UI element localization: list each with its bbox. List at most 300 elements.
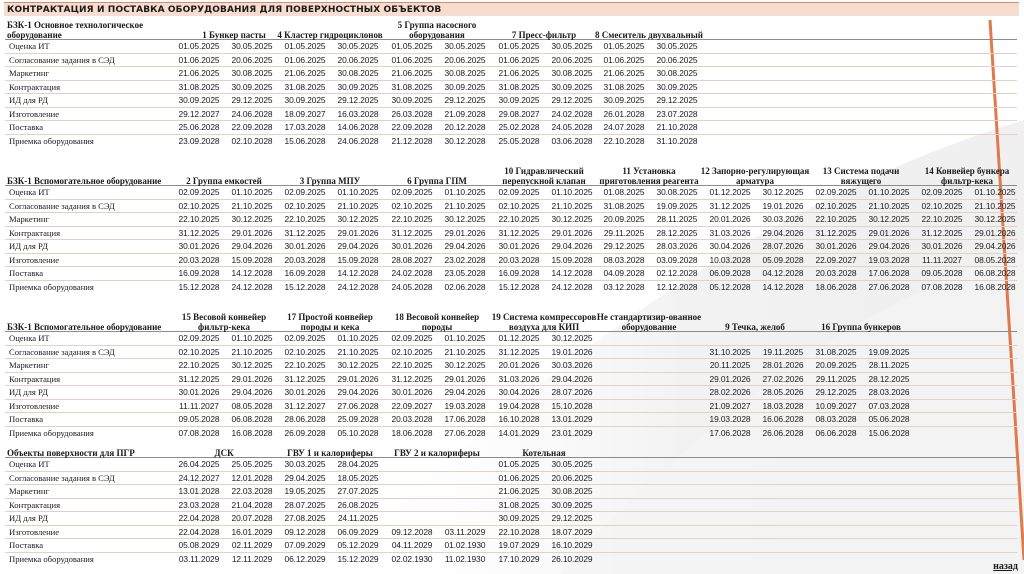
end-date-cell: 19.09.2025 [656,200,698,211]
end-date-cell: 24.12.2028 [337,281,379,292]
start-date-cell: 28.06.2028 [284,414,326,424]
start-date-cell: 01.05.2025 [391,41,433,51]
end-date-cell: 08.05.2028 [231,400,273,411]
start-date-cell: 30.01.2026 [391,241,433,251]
end-date-cell: 27.06.2028 [868,281,910,292]
end-date-cell: 30.09.2025 [656,81,698,92]
end-date-cell: 02.10.2028 [231,135,273,146]
row-label: Приемка оборудования [9,135,94,146]
end-date-cell: 21.10.2025 [551,200,593,211]
end-date-cell: 29.01.2026 [231,227,273,238]
row-label: Маркетинг [9,68,50,78]
start-date-cell: 20.09.2025 [603,214,645,224]
start-date-cell: 31.12.2025 [391,227,433,238]
start-date-cell: 19.07.2029 [498,540,540,550]
start-date-cell: 20.01.2026 [709,214,751,224]
start-date-cell: 18.06.2028 [391,427,433,438]
end-date-cell: 26.08.2025 [337,499,379,510]
end-date-cell: 29.01.2026 [337,373,379,384]
start-date-cell: 02.09.2025 [391,333,433,343]
start-date-cell: 20.11.2025 [709,360,751,370]
end-date-cell: 03.06.2028 [551,135,593,146]
start-date-cell: 28.02.2026 [709,387,751,397]
end-date-cell: 21.10.2025 [231,346,273,357]
end-date-cell: 26.06.2028 [762,427,804,438]
start-date-cell: 31.08.2025 [178,81,220,92]
end-date-cell: 25.05.2025 [231,459,273,469]
end-date-cell: 29.04.2026 [551,241,593,251]
start-date-cell: 31.12.2025 [178,373,220,384]
start-date-cell: 09.12.2028 [391,526,433,537]
start-date-cell: 22.04.2028 [178,526,220,537]
start-date-cell: 07.09.2029 [284,540,326,550]
end-date-cell: 30.12.2025 [551,333,593,343]
row-label: Изготовление [9,400,60,411]
row-label: Контрактация [9,81,61,92]
end-date-cell: 30.12.2025 [974,214,1016,224]
row-label: Оценка ИТ [9,459,50,469]
end-date-cell: 30.12.2028 [444,135,486,146]
group-header: 6 Группа ГПМ [407,176,467,186]
end-date-cell: 28.04.2025 [337,459,379,469]
table-row [5,373,1017,387]
start-date-cell: 02.09.2025 [284,187,326,197]
start-date-cell: 26.09.2028 [284,427,326,438]
table-row [5,200,1017,214]
end-date-cell: 27.06.2028 [444,427,486,438]
end-date-cell: 29.12.2025 [551,513,593,523]
start-date-cell: 22.10.2025 [921,214,963,224]
row-label: Поставка [9,414,44,424]
start-date-cell: 02.10.2025 [498,200,540,211]
table-row [5,67,1017,81]
end-date-cell: 14.12.2028 [231,268,273,278]
start-date-cell: 25.02.2028 [498,122,540,132]
end-date-cell: 15.06.2028 [868,427,910,438]
end-date-cell: 16.08.2028 [231,427,273,438]
start-date-cell: 30.01.2026 [178,387,220,397]
end-date-cell: 28.11.2025 [868,360,910,370]
start-date-cell: 24.02.2028 [391,268,433,278]
end-date-cell: 12.12.2028 [656,281,698,292]
start-date-cell: 04.11.2029 [391,540,433,550]
end-date-cell: 30.05.2025 [656,41,698,51]
schedule-section-4 [5,441,1017,566]
table-row [5,108,1017,122]
row-label: Маркетинг [9,486,50,496]
end-date-cell: 29.12.2025 [656,95,698,105]
end-date-cell: 23.05.2028 [444,268,486,278]
start-date-cell: 22.09.2027 [815,254,857,265]
end-date-cell: 01.10.2025 [337,187,379,197]
start-date-cell: 02.10.2025 [284,346,326,357]
start-date-cell: 02.10.2025 [391,346,433,357]
end-date-cell: 29.04.2026 [974,241,1016,251]
section-label: БЗК-1 Основное технологическое оборудование [7,20,144,40]
end-date-cell: 22.09.2028 [231,122,273,132]
start-date-cell: 01.06.2025 [498,472,540,483]
end-date-cell: 21.10.2025 [231,200,273,211]
end-date-cell: 28.07.2026 [551,387,593,397]
table-row [5,81,1017,95]
start-date-cell: 23.09.2028 [178,135,220,146]
start-date-cell: 15.12.2028 [284,281,326,292]
start-date-cell: 31.03.2026 [709,227,751,238]
end-date-cell: 30.05.2025 [551,41,593,51]
section-label: БЗК-1 Вспомогательное оборудование [7,322,162,332]
start-date-cell: 30.01.2026 [391,387,433,397]
start-date-cell: 21.06.2025 [498,68,540,78]
start-date-cell: 22.10.2025 [284,214,326,224]
row-label: Контрактация [9,373,61,384]
start-date-cell: 19.03.2028 [709,414,751,424]
table-row [5,40,1017,54]
schedule-section-2 [5,152,1017,294]
group-header: 17 Простой конвейер породы и кека [287,312,373,332]
end-date-cell: 30.08.2025 [656,187,698,197]
row-label: Приемка оборудования [9,427,94,438]
end-date-cell: 30.05.2025 [231,41,273,51]
end-date-cell: 05.10.2028 [337,427,379,438]
end-date-cell: 30.08.2025 [551,68,593,78]
end-date-cell: 19.01.2026 [762,200,804,211]
end-date-cell: 30.09.2025 [551,499,593,510]
start-date-cell: 28.08.2027 [391,254,433,265]
end-date-cell: 24.06.2028 [231,108,273,119]
end-date-cell: 30.05.2025 [337,41,379,51]
row-label: Согласование задания в СЭД [9,472,115,483]
table-row [5,413,1017,427]
start-date-cell: 29.04.2025 [284,472,326,483]
start-date-cell: 02.09.2025 [498,187,540,197]
start-date-cell: 01.05.2025 [498,41,540,51]
start-date-cell: 26.04.2025 [178,459,220,469]
row-label: Поставка [9,268,44,278]
start-date-cell: 20.01.2026 [498,360,540,370]
start-date-cell: 02.09.2025 [391,187,433,197]
start-date-cell: 07.08.2028 [921,281,963,292]
start-date-cell: 30.01.2026 [284,241,326,251]
start-date-cell: 31.08.2025 [391,81,433,92]
start-date-cell: 31.08.2025 [284,81,326,92]
start-date-cell: 30.09.2025 [391,95,433,105]
end-date-cell: 29.01.2026 [551,227,593,238]
start-date-cell: 29.11.2025 [815,373,857,384]
start-date-cell: 30.09.2025 [178,95,220,105]
group-header: 16 Группа бункеров [821,322,901,332]
end-date-cell: 03.09.2028 [656,254,698,265]
end-date-cell: 16.10.2029 [551,540,593,550]
row-label: Приемка оборудования [9,281,94,292]
start-date-cell: 22.10.2025 [391,214,433,224]
start-date-cell: 21.06.2025 [603,68,645,78]
section-header [5,297,1017,332]
row-label: Изготовление [9,108,60,119]
table-row [5,472,1017,486]
end-date-cell: 14.12.2028 [551,268,593,278]
end-date-cell: 13.01.2029 [551,414,593,424]
end-date-cell: 30.08.2025 [444,68,486,78]
start-date-cell: 31.03.2026 [498,373,540,384]
start-date-cell: 20.09.2025 [815,360,857,370]
end-date-cell: 14.12.2028 [762,281,804,292]
end-date-cell: 29.01.2026 [974,227,1016,238]
end-date-cell: 29.01.2026 [337,227,379,238]
end-date-cell: 14.06.2028 [337,122,379,132]
end-date-cell: 12.01.2028 [231,472,273,483]
start-date-cell: 07.08.2028 [178,427,220,438]
end-date-cell: 28.01.2026 [762,360,804,370]
end-date-cell: 25.09.2028 [337,414,379,424]
group-header: 11 Установка приготовления реагента [599,166,699,186]
end-date-cell: 30.12.2025 [551,214,593,224]
start-date-cell: 30.04.2026 [498,387,540,397]
end-date-cell: 06.09.2029 [337,526,379,537]
start-date-cell: 22.10.2025 [815,214,857,224]
end-date-cell: 30.03.2026 [762,214,804,224]
start-date-cell: 30.01.2026 [284,387,326,397]
end-date-cell: 30.08.2025 [231,68,273,78]
table-row [5,240,1017,254]
end-date-cell: 30.12.2025 [444,214,486,224]
end-date-cell: 15.09.2028 [337,254,379,265]
end-date-cell: 30.03.2026 [551,360,593,370]
group-header: ГВУ 2 и калориферы [394,448,480,458]
row-label: Маркетинг [9,214,50,224]
end-date-cell: 30.08.2025 [551,486,593,496]
start-date-cell: 21.06.2025 [284,68,326,78]
start-date-cell: 26.01.2028 [603,108,645,119]
table-row [5,267,1017,281]
table-row [5,386,1017,400]
start-date-cell: 15.12.2028 [498,281,540,292]
start-date-cell: 02.09.2025 [178,333,220,343]
end-date-cell: 29.04.2026 [444,241,486,251]
start-date-cell: 21.09.2027 [709,400,751,411]
group-header: Котельная [522,448,566,458]
row-label: ИД для РД [9,241,48,251]
end-date-cell: 20.06.2025 [656,54,698,65]
row-label: ИД для РД [9,95,48,105]
start-date-cell: 01.06.2025 [284,54,326,65]
table-row [5,254,1017,268]
start-date-cell: 30.01.2026 [178,241,220,251]
end-date-cell: 05.12.2029 [337,540,379,550]
end-date-cell: 28.12.2025 [868,373,910,384]
end-date-cell: 12.11.2029 [231,553,273,564]
start-date-cell: 31.08.2025 [603,81,645,92]
end-date-cell: 24.02.2028 [551,108,593,119]
end-date-cell: 15.09.2028 [551,254,593,265]
end-date-cell: 02.11.2029 [231,540,273,550]
start-date-cell: 22.10.2025 [498,214,540,224]
page-title: КОНТРАКТАЦИЯ И ПОСТАВКА ОБОРУДОВАНИЯ ДЛЯ ПОВЕРХНОСТНЫХ ОБЪЕКТОВ [4,2,1019,16]
end-date-cell: 16.01.2029 [231,526,273,537]
group-header: 7 Пресс-фильтр [511,30,577,40]
end-date-cell: 06.08.2028 [231,414,273,424]
table-row [5,213,1017,227]
end-date-cell: 27.07.2025 [337,486,379,496]
end-date-cell: 29.04.2026 [337,241,379,251]
group-header: 19 Система компрессоров воздуха для КИП [491,312,597,332]
end-date-cell: 28.11.2025 [656,214,698,224]
row-label: Оценка ИТ [9,333,50,343]
start-date-cell: 01.06.2025 [391,54,433,65]
end-date-cell: 29.01.2026 [231,373,273,384]
end-date-cell: 15.12.2029 [337,553,379,564]
end-date-cell: 30.09.2025 [231,81,273,92]
start-date-cell: 22.10.2025 [178,214,220,224]
end-date-cell: 28.05.2026 [762,387,804,397]
end-date-cell: 20.06.2025 [231,54,273,65]
end-date-cell: 30.12.2025 [337,360,379,370]
start-date-cell: 02.09.2025 [921,187,963,197]
start-date-cell: 06.06.2028 [815,427,857,438]
start-date-cell: 15.12.2028 [178,281,220,292]
end-date-cell: 05.06.2028 [868,414,910,424]
end-date-cell: 29.04.2026 [231,387,273,397]
end-date-cell: 02.12.2028 [656,268,698,278]
start-date-cell: 31.08.2025 [498,499,540,510]
table-row [5,54,1017,68]
end-date-cell: 21.09.2028 [444,108,486,119]
start-date-cell: 31.12.2025 [284,373,326,384]
table-row [5,553,1017,567]
group-header: 12 Запорно-регулирующая арматура [700,166,810,186]
group-header: 8 Смеситель двухвальный [595,30,703,40]
start-date-cell: 19.04.2028 [498,400,540,411]
end-date-cell: 17.06.2028 [868,268,910,278]
end-date-cell: 19.11.2025 [762,346,804,357]
start-date-cell: 06.09.2028 [709,268,751,278]
section-label: Объекты поверхности для ПГР [7,448,135,458]
start-date-cell: 17.03.2028 [284,122,326,132]
end-date-cell: 29.01.2026 [444,373,486,384]
end-date-cell: 28.03.2026 [868,387,910,397]
table-row [5,499,1017,513]
end-date-cell: 20.06.2025 [551,54,593,65]
end-date-cell: 21.10.2025 [444,346,486,357]
start-date-cell: 20.03.2028 [498,254,540,265]
end-date-cell: 29.04.2026 [444,387,486,397]
schedule-section-3 [5,297,1017,440]
end-date-cell: 21.10.2025 [337,200,379,211]
start-date-cell: 30.01.2026 [921,241,963,251]
start-date-cell: 31.08.2025 [815,346,857,357]
end-date-cell: 30.09.2025 [337,81,379,92]
start-date-cell: 02.10.2025 [391,200,433,211]
end-date-cell: 21.10.2025 [974,200,1016,211]
start-date-cell: 31.12.2025 [709,200,751,211]
end-date-cell: 22.03.2028 [231,486,273,496]
section-header [5,441,1017,458]
end-date-cell: 18.03.2028 [762,400,804,411]
end-date-cell: 21.10.2025 [337,346,379,357]
row-label: Приемка оборудования [9,553,94,564]
end-date-cell: 05.09.2028 [762,254,804,265]
end-date-cell: 27.06.2028 [337,400,379,411]
start-date-cell: 02.09.2025 [815,187,857,197]
end-date-cell: 30.12.2025 [762,187,804,197]
start-date-cell: 01.06.2025 [498,54,540,65]
start-date-cell: 06.12.2029 [284,553,326,564]
end-date-cell: 20.12.2028 [444,122,486,132]
group-header: 13 Система подачи вяжущего [822,166,900,186]
group-header: 14 Конвейер бункера фильтр-кека [924,166,1010,186]
end-date-cell: 31.10.2028 [656,135,698,146]
start-date-cell: 31.12.2025 [498,346,540,357]
start-date-cell: 16.10.2028 [498,414,540,424]
schedule-section-1 [5,17,1017,148]
end-date-cell: 01.10.2025 [231,187,273,197]
end-date-cell: 24.05.2028 [551,122,593,132]
end-date-cell: 15.10.2028 [551,400,593,411]
end-date-cell: 21.10.2025 [444,200,486,211]
section-header [5,152,1017,186]
end-date-cell: 30.12.2025 [231,214,273,224]
start-date-cell: 22.04.2028 [178,513,220,523]
end-date-cell: 18.07.2029 [551,526,593,537]
start-date-cell: 02.10.2025 [178,200,220,211]
row-label: ИД для РД [9,387,48,397]
table-row [5,359,1017,373]
start-date-cell: 01.06.2025 [178,54,220,65]
start-date-cell: 17.10.2029 [498,553,540,564]
back-link[interactable]: назад [993,561,1018,572]
start-date-cell: 31.10.2025 [709,346,751,357]
start-date-cell: 30.09.2025 [284,95,326,105]
end-date-cell: 28.07.2026 [762,241,804,251]
end-date-cell: 23.02.2028 [444,254,486,265]
table-row [5,94,1017,108]
row-label: Поставка [9,122,44,132]
end-date-cell: 03.11.2029 [444,526,486,537]
end-date-cell: 01.10.2025 [231,333,273,343]
start-date-cell: 01.06.2025 [603,54,645,65]
end-date-cell: 21.10.2025 [868,200,910,211]
start-date-cell: 27.08.2025 [284,513,326,523]
start-date-cell: 05.08.2029 [178,540,220,550]
end-date-cell: 29.12.2025 [551,95,593,105]
start-date-cell: 16.09.2028 [178,268,220,278]
start-date-cell: 20.03.2028 [815,268,857,278]
end-date-cell: 24.12.2028 [551,281,593,292]
start-date-cell: 02.09.2025 [284,333,326,343]
end-date-cell: 30.09.2025 [551,81,593,92]
end-date-cell: 30.12.2025 [868,214,910,224]
end-date-cell: 02.06.2028 [444,281,486,292]
end-date-cell: 19.03.2028 [444,400,486,411]
start-date-cell: 02.02.1930 [391,553,433,564]
end-date-cell: 23.01.2029 [551,427,593,438]
end-date-cell: 15.09.2028 [231,254,273,265]
start-date-cell: 11.11.2027 [179,400,219,411]
group-header: 18 Весовой конвейер породы [394,312,480,332]
start-date-cell: 01.05.2025 [603,41,645,51]
start-date-cell: 20.03.2028 [284,254,326,265]
row-label: Контрактация [9,227,61,238]
start-date-cell: 14.01.2029 [498,427,540,438]
start-date-cell: 21.12.2028 [391,135,433,146]
start-date-cell: 31.12.2025 [815,227,857,238]
start-date-cell: 01.08.2025 [603,187,645,197]
start-date-cell: 05.12.2028 [709,281,751,292]
start-date-cell: 31.12.2025 [498,227,540,238]
end-date-cell: 20.06.2025 [551,472,593,483]
start-date-cell: 26.03.2028 [391,108,433,119]
start-date-cell: 29.12.2025 [815,387,857,397]
start-date-cell: 21.06.2025 [178,68,220,78]
